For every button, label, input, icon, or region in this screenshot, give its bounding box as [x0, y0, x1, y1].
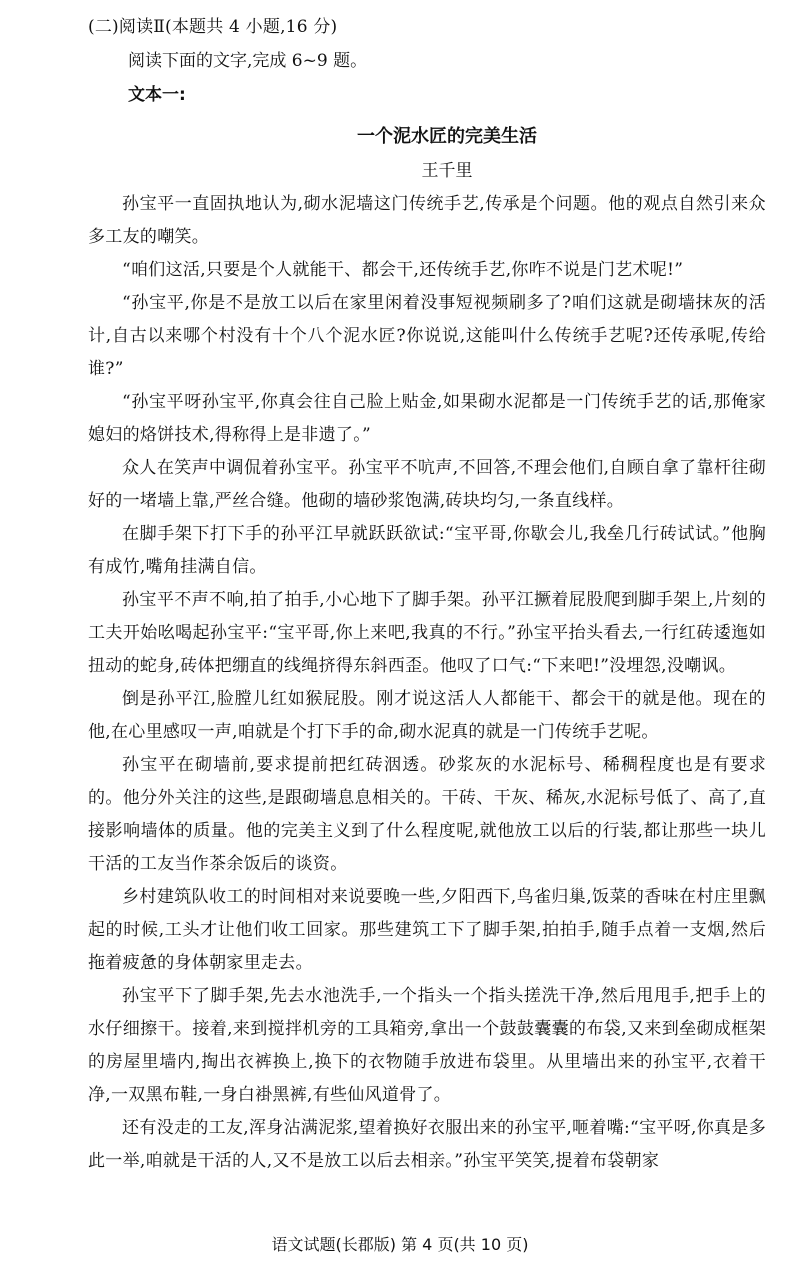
- paragraph: “孙宝平,你是不是放工以后在家里闲着没事短视频刷多了?咱们这就是砌墙抹灰的活计,自古以来哪个村没有十个八个泥水匠?你说说,这能叫什么传统手艺呢?还传承呢,传给谁?”: [88, 293, 766, 379]
- instruction-text: 阅读下面的文字,完成 6~9 题。: [128, 51, 368, 71]
- article-author: 王千里: [421, 161, 473, 181]
- paragraph: 孙宝平不声不响,拍了拍手,小心地下了脚手架。孙平江撅着屁股爬到脚手架上,片刻的工夫开始吆喝起孙宝平:“宝平哥,你上来吧,我真的不行。”孙宝平抬头看去,一行红砖逶迤如扭动的蛇身,砖体把绷直的线绳挤得东斜西歪。他叹了口气:“下来吧!”没埋怨,没嘲讽。: [88, 590, 766, 676]
- paragraph: “孙宝平呀孙宝平,你真会往自己脸上贴金,如果砌水泥都是一门传统手艺的话,那俺家媳妇的烙饼技术,得称得上是非遗了。”: [88, 392, 766, 445]
- article-body: [88, 188, 766, 1178]
- article-title: 一个泥水匠的完美生活: [357, 126, 537, 147]
- paragraph: 孙宝平在砌墙前,要求提前把红砖洇透。砂浆灰的水泥标号、稀稠程度也是有要求的。他分外关注的这些,是跟砌墙息息相关的。干砖、干灰、稀灰,水泥标号低了、高了,直接影响墙体的质量。他的完美主义到了什么程度呢,就他放工以后的行装,都让那些一块儿干活的工友当作茶余饭后的谈资。: [88, 755, 766, 874]
- paragraph: 还有没走的工友,浑身沾满泥浆,望着换好衣服出来的孙宝平,咂着嘴:“宝平呀,你真是多此一举,咱就是干活的人,又不是放工以后去相亲。”孙宝平笑笑,提着布袋朝家: [88, 1118, 766, 1171]
- page-footer: 语文试题(长郡版) 第 4 页(共 10 页): [271, 1235, 529, 1254]
- paragraph: 众人在笑声中调侃着孙宝平。孙宝平不吭声,不回答,不理会他们,自顾自拿了靠杆往砌好的一堵墙上靠,严丝合缝。他砌的墙砂浆饱满,砖块均匀,一条直线样。: [88, 458, 766, 511]
- paragraph: “咱们这活,只要是个人就能干、都会干,还传统手艺,你咋不说是门艺术呢!”: [122, 260, 684, 280]
- section-title: (二)阅读Ⅱ(本题共 4 小题,16 分): [88, 17, 338, 37]
- paragraph: 在脚手架下打下手的孙平江早就跃跃欲试:“宝平哥,你歇会儿,我垒几行砖试试。”他胸有成竹,嘴角挂满自信。: [88, 524, 766, 577]
- paragraph: 孙宝平下了脚手架,先去水池洗手,一个指头一个指头搓洗干净,然后甩甩手,把手上的水仔细擦干。接着,来到搅拌机旁的工具箱旁,拿出一个鼓鼓囊囊的布袋,又来到垒砌成框架的房屋里墙内,掏出衣裤换上,换下的衣物随手放进布袋里。从里墙出来的孙宝平,衣着干净,一双黑布鞋,一身白褂黑裤,有些仙风道骨了。: [88, 986, 766, 1105]
- paragraph: 孙宝平一直固执地认为,砌水泥墙这门传统手艺,传承是个问题。他的观点自然引来众多工友的嘲笑。: [88, 194, 766, 247]
- text-label: 文本一:: [128, 85, 186, 105]
- paragraph: 倒是孙平江,脸膛儿红如猴屁股。刚才说这活人人都能干、都会干的就是他。现在的他,在心里感叹一声,咱就是个打下手的命,砌水泥真的就是一门传统手艺呢。: [88, 689, 766, 742]
- paragraph: 乡村建筑队收工的时间相对来说要晚一些,夕阳西下,鸟雀归巢,饭菜的香味在村庄里飘起的时候,工头才让他们收工回家。那些建筑工下了脚手架,拍拍手,随手点着一支烟,然后拖着疲惫的身体朝家里走去。: [88, 887, 766, 973]
